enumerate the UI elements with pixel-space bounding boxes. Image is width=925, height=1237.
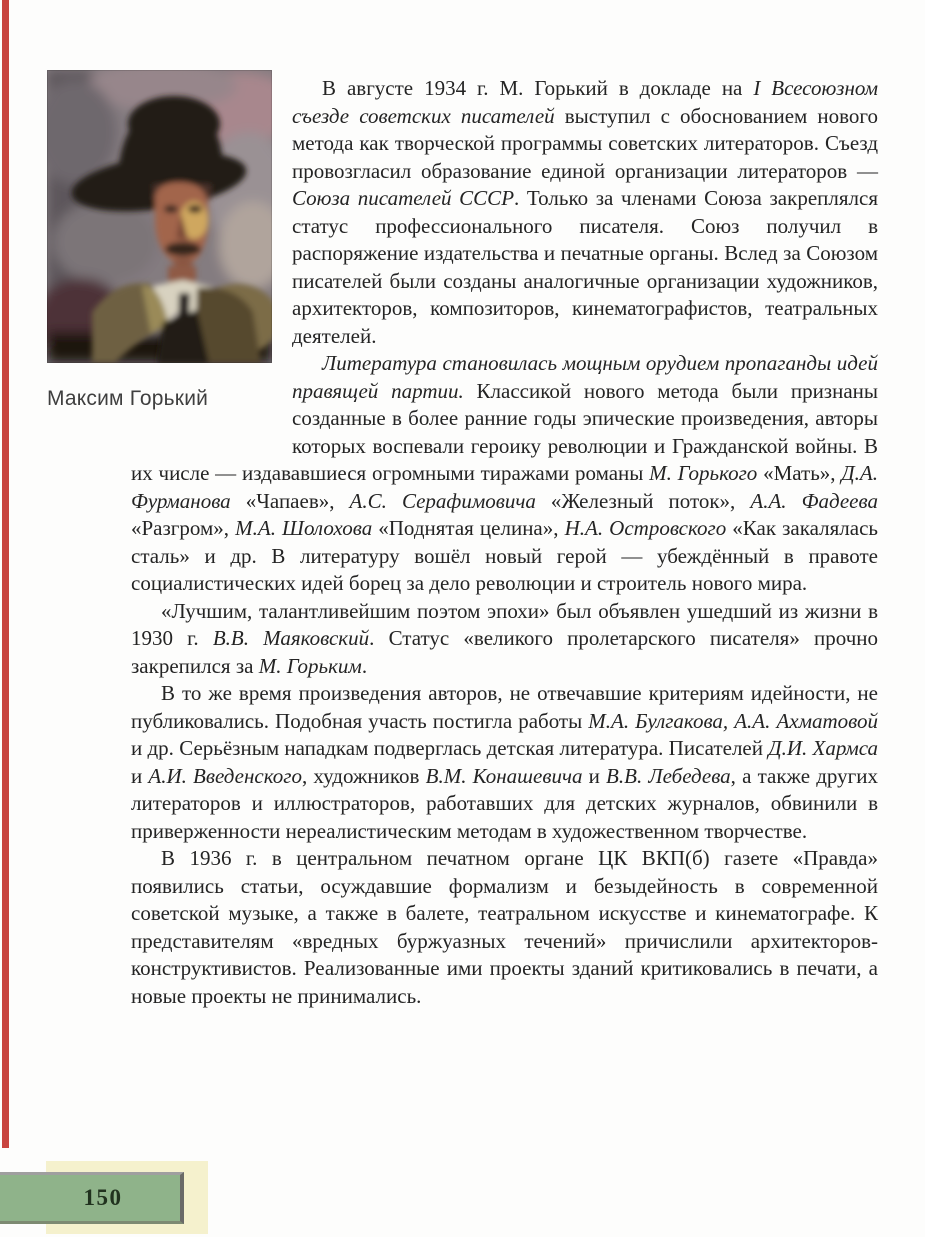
paragraph: В 1936 г. в центральном печатном органе ЦК ВКП(б) газете «Правда» появились статьи, осуждавшие формализм и безыдейность в современной советской музыке, а также в балете, театральном искусстве и кинематографе. К представителям «вредных буржуазных течений» причислили архитекторов-конструктивистов. Реализованные ими проекты зданий критиковались в печати, а новые проекты не принимались. xyxy=(131,846,878,1008)
paragraph: «Лучшим, талантливейшим поэтом эпохи» был объявлен ушедший из жизни в 1930 г. В.В. Маяковский. Статус «великого пролетарского писателя» прочно закрепился за М. Горьким. xyxy=(131,598,878,678)
paragraph: В то же время произведения авторов, не отвечавшие критериям идейности, не публиковались. Подобная участь постигла работы М.А. Булгакова, А.А. Ахматовой и др. Серьёзным нападкам подверглась детская литература. Писателей Д.И. Хармса и А.И. Введенского, художников В.М. Конашевича и В.В. Лебедева, а также других литераторов и иллюстраторов, работавших для детских журналов, обвинили в приверженности нереалистическим методам в художественном творчестве. xyxy=(131,681,879,843)
figure-caption: Максим Горький xyxy=(47,387,209,410)
page-number: 150 xyxy=(83,1185,123,1210)
body-text xyxy=(131,70,878,1010)
figure-wrap-spacer xyxy=(131,75,292,457)
page-number-box xyxy=(0,1172,184,1224)
paragraph: Литература становилась мощным орудием пропаганды идей правящей партии. Классикой нового метода были признаны созданные в более ранние годы эпические произведения, авторы которых воспевали героику революции и Гражданской войны. В их числе — издававшиеся огромными тиражами романы М. Горького «Мать», Д.А. Фурманова «Чапаев», А.С. Серафимовича «Железный поток», А.А. Фадеева «Разгром», М.А. Шолохова «Поднятая целина», Н.А. Островского «Как закалялась сталь» и др. В литературу вошёл новый герой — убеждённый в правоте социалистических идей борец за дело революции и строитель нового мира. xyxy=(131,351,879,595)
paragraph: В августе 1934 г. М. Горький в докладе на I Всесоюзном съезде советских писателей выступил с обоснованием нового метода как творческой программы советских литераторов. Съезд провозгласил образование единой организации литераторов — Союза писателей СССР. Только за членами Союза закреплялся статус профессионального писателя. Союз получил в распоряжение издательства и печатные органы. Вслед за Союзом писателей были созданы аналогичные организации художников, архитекторов, композиторов, кинематографистов, театральных деятелей. xyxy=(292,76,879,348)
red-margin-line xyxy=(2,0,9,1148)
